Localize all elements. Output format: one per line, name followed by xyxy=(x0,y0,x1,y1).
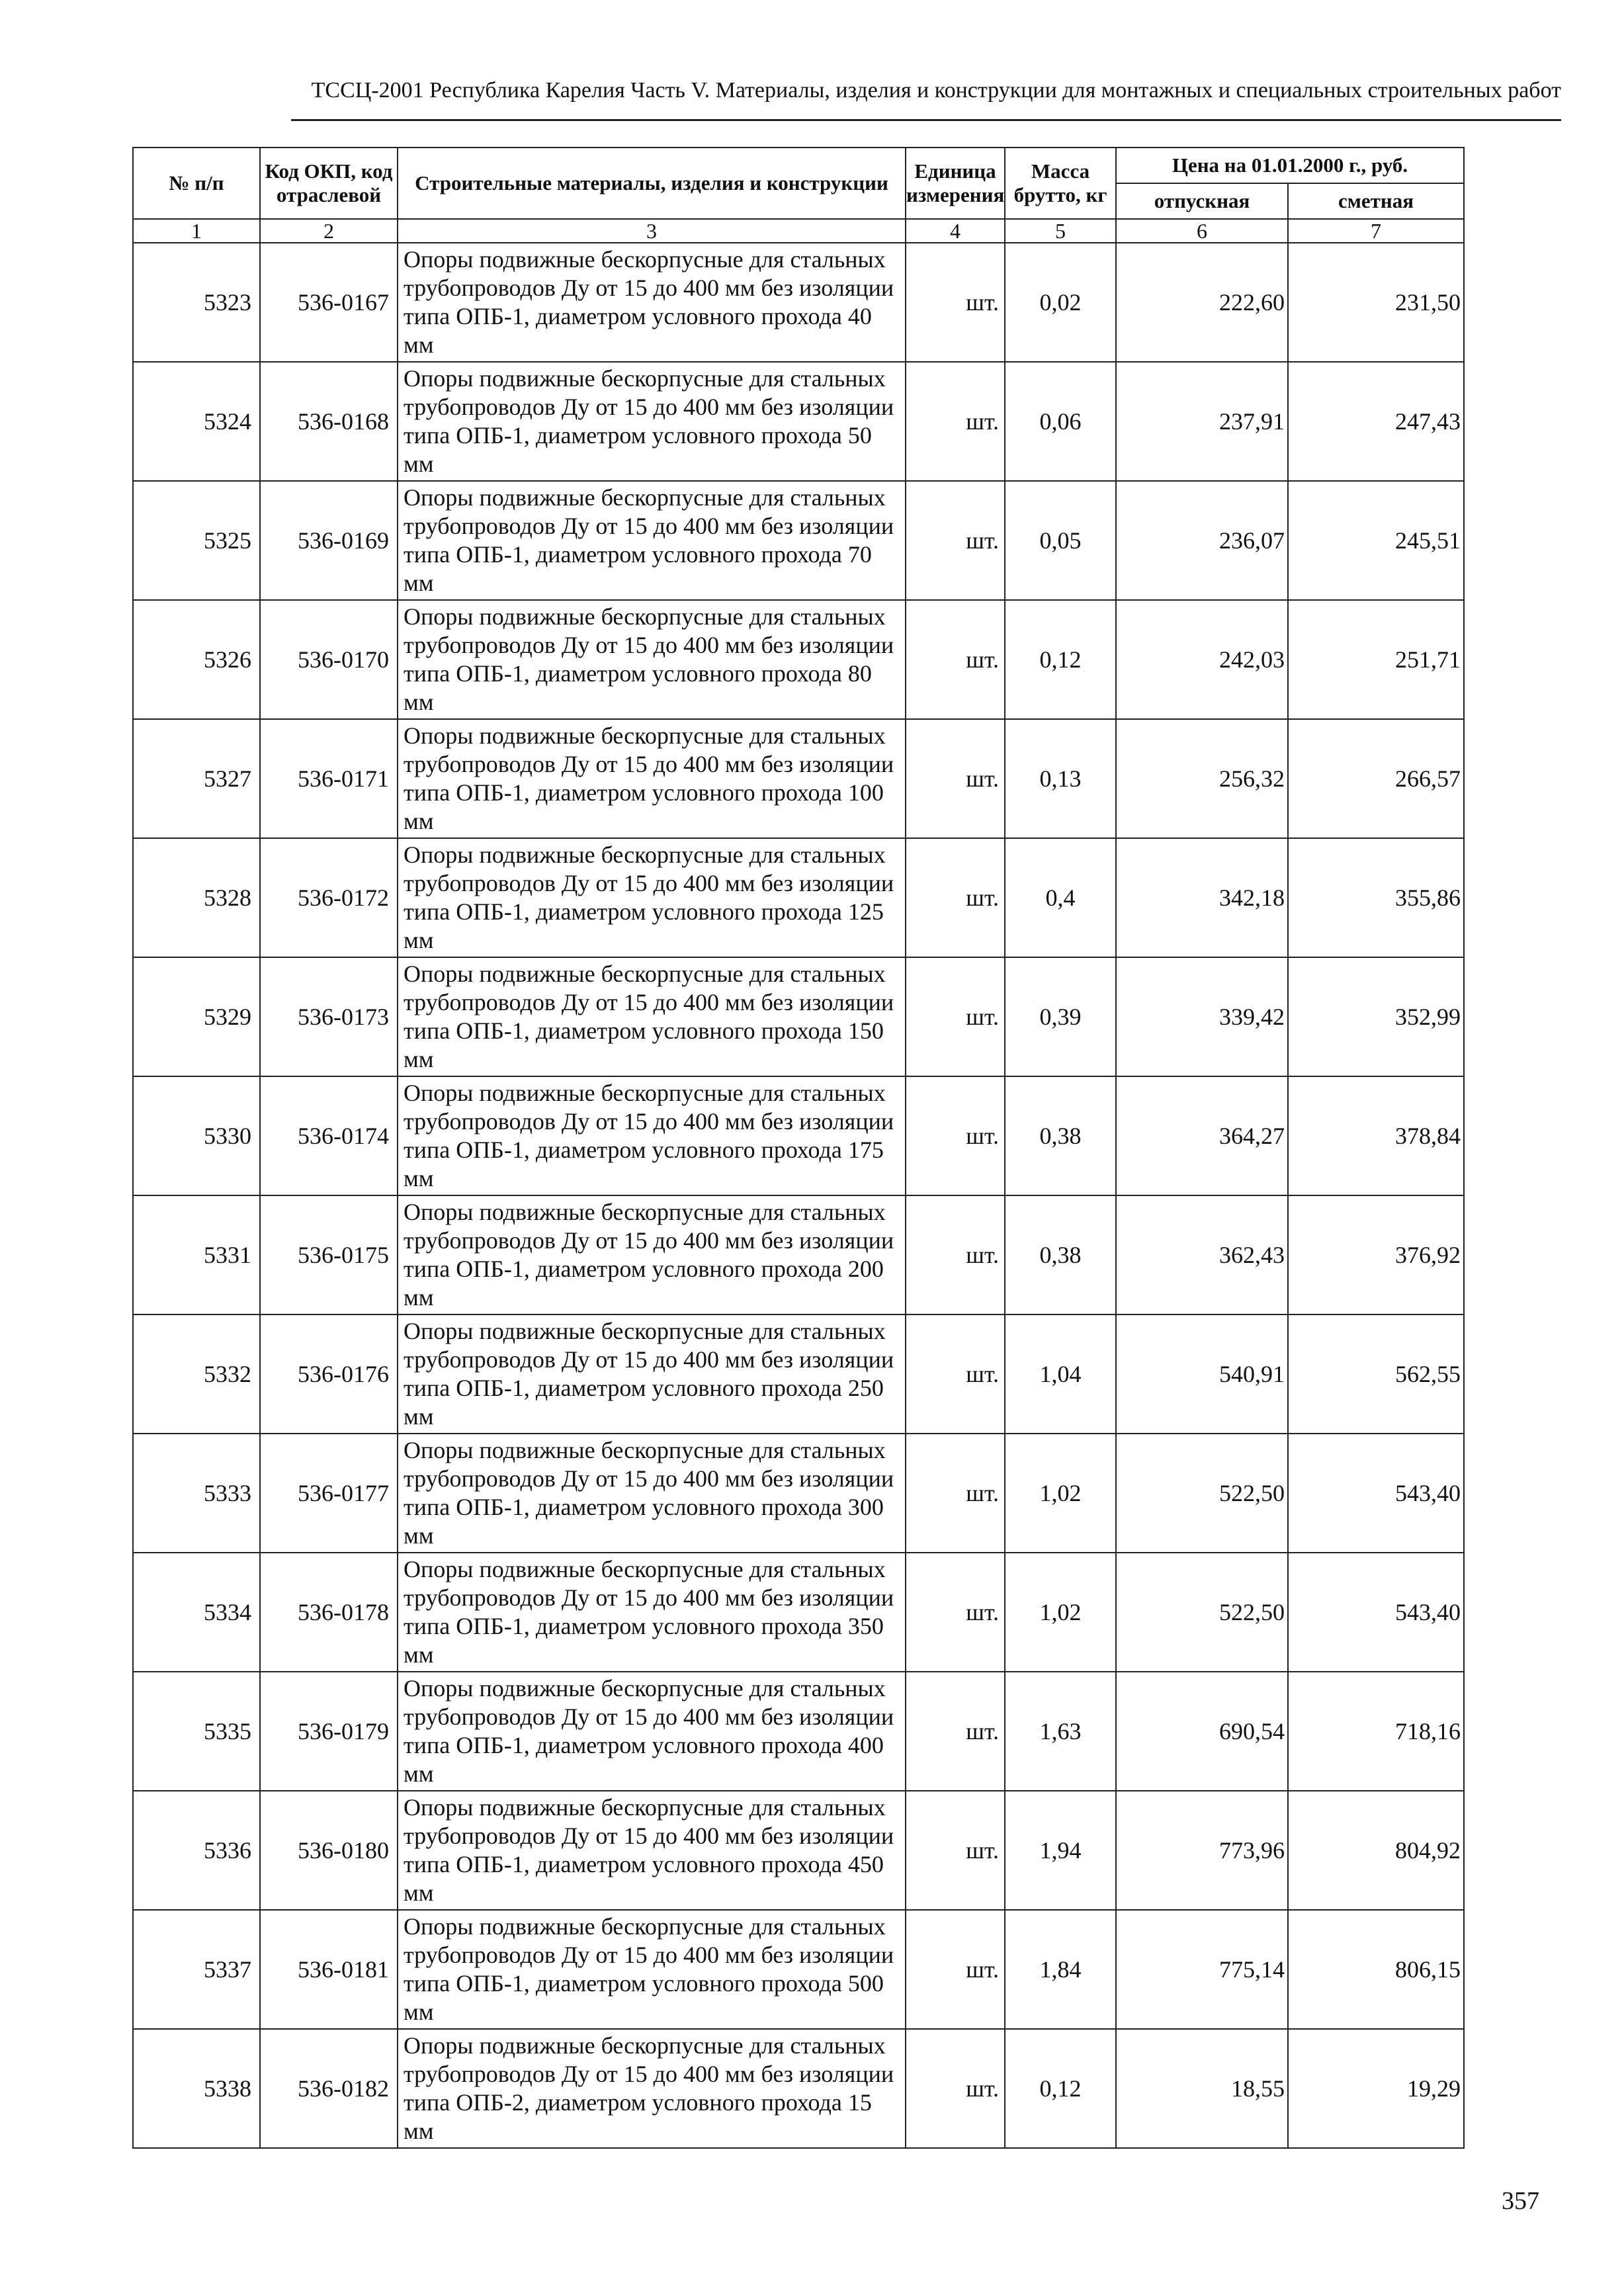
okp-code: 536-0176 xyxy=(260,1314,398,1434)
release-price: 364,27 xyxy=(1116,1076,1288,1195)
gross-mass: 0,38 xyxy=(1005,1076,1116,1195)
release-price: 222,60 xyxy=(1116,243,1288,362)
row-number: 5331 xyxy=(133,1195,260,1314)
table-row xyxy=(133,2029,1464,2148)
release-price: 339,42 xyxy=(1116,957,1288,1076)
estimate-price: 245,51 xyxy=(1288,481,1464,600)
unit-of-measure: шт. xyxy=(906,1910,1005,2029)
estimate-price: 355,86 xyxy=(1288,838,1464,957)
okp-code: 536-0181 xyxy=(260,1910,398,2029)
table-row xyxy=(133,1791,1464,1910)
okp-code: 536-0180 xyxy=(260,1791,398,1910)
material-description: Опоры подвижные бескорпусные для стальных трубопроводов Ду от 15 до 400 мм без изоляции типа ОПБ-1, диаметром условного прохода 70 мм xyxy=(398,481,906,600)
table-row xyxy=(133,1434,1464,1553)
estimate-price: 562,55 xyxy=(1288,1314,1464,1434)
unit-of-measure: шт. xyxy=(906,243,1005,362)
gross-mass: 1,94 xyxy=(1005,1791,1116,1910)
gross-mass: 1,04 xyxy=(1005,1314,1116,1434)
okp-code: 536-0174 xyxy=(260,1076,398,1195)
okp-code: 536-0168 xyxy=(260,362,398,481)
table-row xyxy=(133,957,1464,1076)
table-row xyxy=(133,838,1464,957)
estimate-price: 352,99 xyxy=(1288,957,1464,1076)
material-description: Опоры подвижные бескорпусные для стальных трубопроводов Ду от 15 до 400 мм без изоляции типа ОПБ-1, диаметром условного прохода 500 мм xyxy=(398,1910,906,2029)
column-number: 1 xyxy=(133,219,260,243)
unit-of-measure: шт. xyxy=(906,1195,1005,1314)
gross-mass: 1,02 xyxy=(1005,1434,1116,1553)
release-price: 522,50 xyxy=(1116,1553,1288,1672)
okp-code: 536-0167 xyxy=(260,243,398,362)
estimate-price: 247,43 xyxy=(1288,362,1464,481)
table-row xyxy=(133,243,1464,362)
header-price-estimate: сметная xyxy=(1288,183,1464,219)
material-description: Опоры подвижные бескорпусные для стальных трубопроводов Ду от 15 до 400 мм без изоляции типа ОПБ-1, диаметром условного прохода 450 мм xyxy=(398,1791,906,1910)
header-price-group: Цена на 01.01.2000 г., руб. xyxy=(1116,148,1464,183)
okp-code: 536-0179 xyxy=(260,1672,398,1791)
gross-mass: 0,06 xyxy=(1005,362,1116,481)
table-row xyxy=(133,1553,1464,1672)
page-number: 357 xyxy=(1502,2187,1539,2215)
estimate-price: 804,92 xyxy=(1288,1791,1464,1910)
header-price-release: отпускная xyxy=(1116,183,1288,219)
column-number: 7 xyxy=(1288,219,1464,243)
unit-of-measure: шт. xyxy=(906,2029,1005,2148)
gross-mass: 1,63 xyxy=(1005,1672,1116,1791)
okp-code: 536-0182 xyxy=(260,2029,398,2148)
release-price: 342,18 xyxy=(1116,838,1288,957)
unit-of-measure: шт. xyxy=(906,1314,1005,1434)
row-number: 5325 xyxy=(133,481,260,600)
okp-code: 536-0177 xyxy=(260,1434,398,1553)
release-price: 362,43 xyxy=(1116,1195,1288,1314)
material-description: Опоры подвижные бескорпусные для стальных трубопроводов Ду от 15 до 400 мм без изоляции типа ОПБ-1, диаметром условного прохода 40 мм xyxy=(398,243,906,362)
table-row xyxy=(133,1195,1464,1314)
release-price: 540,91 xyxy=(1116,1314,1288,1434)
row-number: 5323 xyxy=(133,243,260,362)
row-number: 5329 xyxy=(133,957,260,1076)
row-number: 5324 xyxy=(133,362,260,481)
estimate-price: 376,92 xyxy=(1288,1195,1464,1314)
release-price: 690,54 xyxy=(1116,1672,1288,1791)
estimate-price: 266,57 xyxy=(1288,719,1464,838)
material-description: Опоры подвижные бескорпусные для стальных трубопроводов Ду от 15 до 400 мм без изоляции типа ОПБ-1, диаметром условного прохода 350 мм xyxy=(398,1553,906,1672)
gross-mass: 1,84 xyxy=(1005,1910,1116,2029)
column-number: 4 xyxy=(906,219,1005,243)
unit-of-measure: шт. xyxy=(906,362,1005,481)
material-description: Опоры подвижные бескорпусные для стальных трубопроводов Ду от 15 до 400 мм без изоляции типа ОПБ-2, диаметром условного прохода 15 мм xyxy=(398,2029,906,2148)
gross-mass: 0,05 xyxy=(1005,481,1116,600)
release-price: 522,50 xyxy=(1116,1434,1288,1553)
unit-of-measure: шт. xyxy=(906,1434,1005,1553)
estimate-price: 718,16 xyxy=(1288,1672,1464,1791)
estimate-price: 19,29 xyxy=(1288,2029,1464,2148)
estimate-price: 806,15 xyxy=(1288,1910,1464,2029)
page-header: ТССЦ-2001 Республика Карелия Часть V. Материалы, изделия и конструкции для монтажных и специальных строительных работ xyxy=(311,78,1561,103)
column-number: 6 xyxy=(1116,219,1288,243)
column-number: 2 xyxy=(260,219,398,243)
unit-of-measure: шт. xyxy=(906,1076,1005,1195)
material-description: Опоры подвижные бескорпусные для стальных трубопроводов Ду от 15 до 400 мм без изоляции типа ОПБ-1, диаметром условного прохода 200 мм xyxy=(398,1195,906,1314)
gross-mass: 0,12 xyxy=(1005,600,1116,719)
release-price: 237,91 xyxy=(1116,362,1288,481)
row-number: 5330 xyxy=(133,1076,260,1195)
material-description: Опоры подвижные бескорпусные для стальных трубопроводов Ду от 15 до 400 мм без изоляции типа ОПБ-1, диаметром условного прохода 125 мм xyxy=(398,838,906,957)
unit-of-measure: шт. xyxy=(906,1672,1005,1791)
material-description: Опоры подвижные бескорпусные для стальных трубопроводов Ду от 15 до 400 мм без изоляции типа ОПБ-1, диаметром условного прохода 50 мм xyxy=(398,362,906,481)
estimate-price: 251,71 xyxy=(1288,600,1464,719)
row-number: 5334 xyxy=(133,1553,260,1672)
header-code: Код ОКП, код отраслевой xyxy=(260,148,398,219)
table-row xyxy=(133,1076,1464,1195)
row-number: 5333 xyxy=(133,1434,260,1553)
row-number: 5326 xyxy=(133,600,260,719)
release-price: 256,32 xyxy=(1116,719,1288,838)
table-row xyxy=(133,1910,1464,2029)
release-price: 775,14 xyxy=(1116,1910,1288,2029)
estimate-price: 378,84 xyxy=(1288,1076,1464,1195)
unit-of-measure: шт. xyxy=(906,957,1005,1076)
release-price: 773,96 xyxy=(1116,1791,1288,1910)
gross-mass: 1,02 xyxy=(1005,1553,1116,1672)
table-row xyxy=(133,719,1464,838)
unit-of-measure: шт. xyxy=(906,1553,1005,1672)
row-number: 5336 xyxy=(133,1791,260,1910)
release-price: 18,55 xyxy=(1116,2029,1288,2148)
unit-of-measure: шт. xyxy=(906,1791,1005,1910)
column-number: 3 xyxy=(398,219,906,243)
gross-mass: 0,39 xyxy=(1005,957,1116,1076)
column-number: 5 xyxy=(1005,219,1116,243)
release-price: 236,07 xyxy=(1116,481,1288,600)
estimate-price: 543,40 xyxy=(1288,1434,1464,1553)
okp-code: 536-0172 xyxy=(260,838,398,957)
unit-of-measure: шт. xyxy=(906,481,1005,600)
header-mass: Масса брутто, кг xyxy=(1005,148,1116,219)
price-table xyxy=(132,147,1465,2149)
material-description: Опоры подвижные бескорпусные для стальных трубопроводов Ду от 15 до 400 мм без изоляции типа ОПБ-1, диаметром условного прохода 175 мм xyxy=(398,1076,906,1195)
unit-of-measure: шт. xyxy=(906,600,1005,719)
gross-mass: 0,38 xyxy=(1005,1195,1116,1314)
header-num: № п/п xyxy=(133,148,260,219)
material-description: Опоры подвижные бескорпусные для стальных трубопроводов Ду от 15 до 400 мм без изоляции типа ОПБ-1, диаметром условного прохода 80 мм xyxy=(398,600,906,719)
row-number: 5327 xyxy=(133,719,260,838)
okp-code: 536-0169 xyxy=(260,481,398,600)
column-number-row xyxy=(133,219,1464,243)
okp-code: 536-0175 xyxy=(260,1195,398,1314)
unit-of-measure: шт. xyxy=(906,719,1005,838)
table-row xyxy=(133,1672,1464,1791)
table-row xyxy=(133,362,1464,481)
table-row xyxy=(133,600,1464,719)
okp-code: 536-0171 xyxy=(260,719,398,838)
gross-mass: 0,13 xyxy=(1005,719,1116,838)
gross-mass: 0,12 xyxy=(1005,2029,1116,2148)
okp-code: 536-0170 xyxy=(260,600,398,719)
material-description: Опоры подвижные бескорпусные для стальных трубопроводов Ду от 15 до 400 мм без изоляции типа ОПБ-1, диаметром условного прохода 150 мм xyxy=(398,957,906,1076)
table-row xyxy=(133,1314,1464,1434)
table-row xyxy=(133,481,1464,600)
row-number: 5328 xyxy=(133,838,260,957)
estimate-price: 543,40 xyxy=(1288,1553,1464,1672)
material-description: Опоры подвижные бескорпусные для стальных трубопроводов Ду от 15 до 400 мм без изоляции типа ОПБ-1, диаметром условного прохода 400 мм xyxy=(398,1672,906,1791)
row-number: 5338 xyxy=(133,2029,260,2148)
material-description: Опоры подвижные бескорпусные для стальных трубопроводов Ду от 15 до 400 мм без изоляции типа ОПБ-1, диаметром условного прохода 100 мм xyxy=(398,719,906,838)
gross-mass: 0,02 xyxy=(1005,243,1116,362)
release-price: 242,03 xyxy=(1116,600,1288,719)
material-description: Опоры подвижные бескорпусные для стальных трубопроводов Ду от 15 до 400 мм без изоляции типа ОПБ-1, диаметром условного прохода 250 мм xyxy=(398,1314,906,1434)
okp-code: 536-0173 xyxy=(260,957,398,1076)
gross-mass: 0,4 xyxy=(1005,838,1116,957)
table-body xyxy=(133,243,1464,2148)
material-description: Опоры подвижные бескорпусные для стальных трубопроводов Ду от 15 до 400 мм без изоляции типа ОПБ-1, диаметром условного прохода 300 мм xyxy=(398,1434,906,1553)
row-number: 5337 xyxy=(133,1910,260,2029)
row-number: 5332 xyxy=(133,1314,260,1434)
header-unit: Единица измерения xyxy=(906,148,1005,219)
unit-of-measure: шт. xyxy=(906,838,1005,957)
okp-code: 536-0178 xyxy=(260,1553,398,1672)
row-number: 5335 xyxy=(133,1672,260,1791)
estimate-price: 231,50 xyxy=(1288,243,1464,362)
header-divider xyxy=(291,119,1561,121)
header-desc: Строительные материалы, изделия и конструкции xyxy=(398,148,906,219)
